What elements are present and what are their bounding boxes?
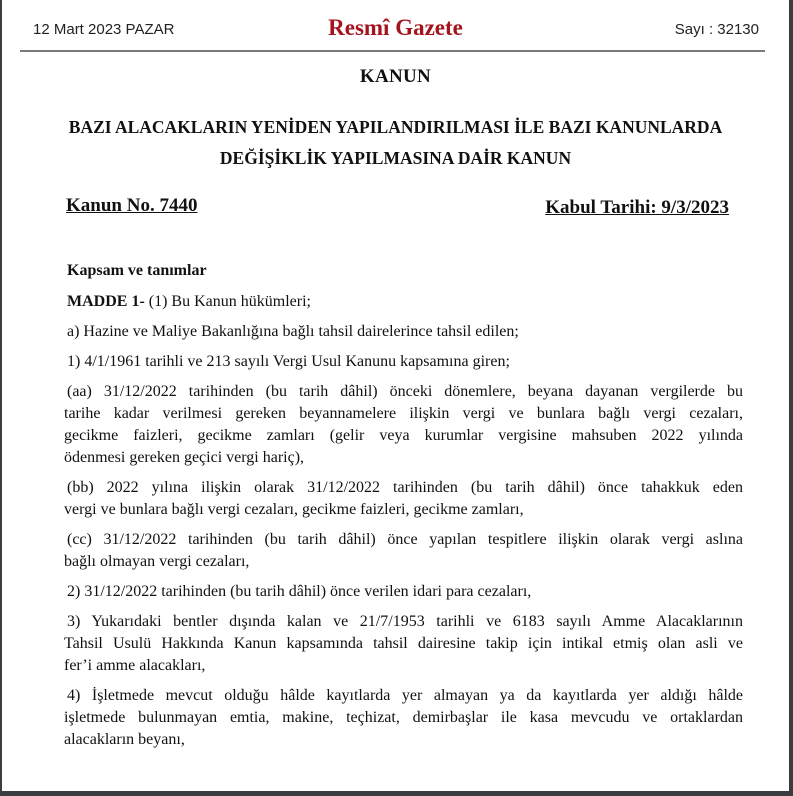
clause-line: vergi ve bunlara bağlı vergi cezaları, gecikme faizleri, gecikme zamları, (64, 501, 524, 518)
issue-number: Sayı : 32130 (674, 21, 759, 38)
document-type: KANUN (359, 66, 432, 87)
clause-line: (cc) 31/12/2022 tarihinden (bu tarih dâhil) önce yapılan tespitlere ilişkin olarak vergi aslına (67, 531, 743, 548)
clause-line: bağlı olmayan vergi cezaları, (64, 553, 250, 570)
clause-line: tarihe kadar verilmesi gereken beyannamelere ilişkin vergi ve bunlara bağlı vergi cezaları, (64, 405, 743, 422)
clause-line: a) Hazine ve Maliye Bakanlığına bağlı tahsil dairelerince tahsil edilen; (67, 323, 519, 340)
clause-line: 1) 4/1/1961 tarihli ve 213 sayılı Vergi Usul Kanunu kapsamına giren; (67, 353, 510, 370)
acceptance-date: Kabul Tarihi: 9/3/2023 (545, 197, 729, 218)
clause-line: işletmede bulunmayan emtia, makine, teçhizat, demirbaşlar ile kasa mevcudu ve ortaklardan (64, 709, 743, 726)
clause-line: 4) İşletmede mevcut olduğu hâlde kayıtlarda yer almayan ya da kayıtlarda yer aldığı hâlde (67, 687, 743, 704)
clause-line: fer’i amme alacakları, (64, 657, 206, 674)
law-number: Kanun No. 7440 (66, 195, 198, 216)
clause-line: Tahsil Usulü Hakkında Kanun kapsamında tahsil dairesine takip için intikal etmiş olan asli ve (64, 635, 743, 652)
publication-date: 12 Mart 2023 PAZAR (33, 21, 175, 38)
clause-line: 3) Yukarıdaki bentler dışında kalan ve 21/7/1953 tarihli ve 6183 sayılı Amme Alacaklarının (67, 613, 743, 630)
article-1-intro (67, 291, 311, 313)
article-label: MADDE 1- (67, 293, 145, 310)
clause-line: alacakların beyanı, (64, 731, 185, 748)
clause-line: 2) 31/12/2022 tarihinden (bu tarih dâhil) önce verilen idari para cezaları, (67, 583, 532, 600)
clause-line: ödenmesi gereken geçici vergi hariç), (64, 449, 305, 466)
clause-line: (aa) 31/12/2022 tarihinden (bu tarih dâhil) önceki dönemlere, beyana dayanan vergilerde bu (67, 383, 743, 400)
clause-line: gecikme faizleri, gecikme zamları (gelir veya kurumlar vergisine mahsuben 2022 yılında (64, 427, 743, 444)
article-intro-text: (1) Bu Kanun hükümleri; (144, 293, 311, 310)
gazette-page (2, 0, 789, 791)
clause-line: (bb) 2022 yılına ilişkin olarak 31/12/2022 tarihinden (bu tarih dâhil) önce tahakkuk eden (67, 479, 743, 496)
section-heading: Kapsam ve tanımlar (67, 262, 207, 279)
law-title-line-1: BAZI ALACAKLARIN YENİDEN YAPILANDIRILMASI İLE BAZI KANUNLARDA (68, 117, 723, 137)
masthead-title: Resmî Gazete (328, 15, 463, 40)
header-divider (20, 50, 765, 52)
law-title-line-2: DEĞİŞİKLİK YAPILMASINA DAİR KANUN (219, 148, 572, 168)
